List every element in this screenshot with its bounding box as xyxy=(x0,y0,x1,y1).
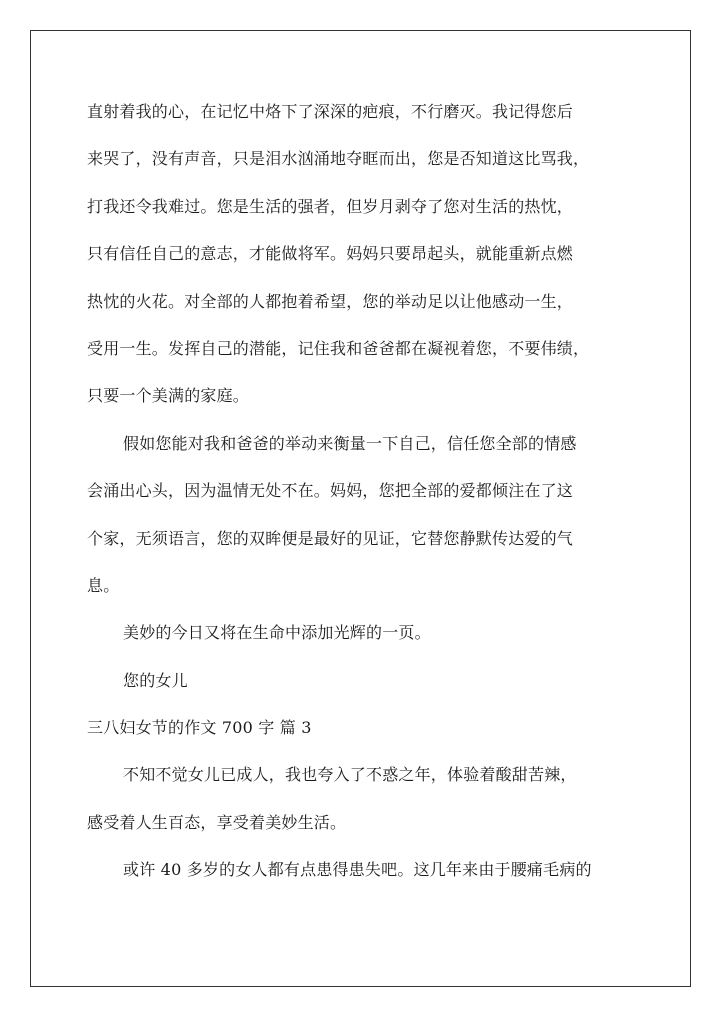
text-line: 息。 xyxy=(87,575,120,595)
paragraph-start-line: 假如您能对我和爸爸的举动来衡量一下自己，信任您全部的情感 xyxy=(123,433,577,453)
document-body xyxy=(87,92,637,898)
text-line: 来哭了，没有声音，只是泪水汹涌地夺眶而出，您是否知道这比骂我， xyxy=(87,149,590,169)
paragraph-start-line: 或许 40 多岁的女人都有点患得患失吧。这几年来由于腰痛毛病的 xyxy=(123,860,592,880)
text-line: 感受着人生百态，享受着美妙生活。 xyxy=(87,812,347,832)
text-line: 会涌出心头，因为温情无处不在。妈妈，您把全部的爱都倾注在了这 xyxy=(87,481,574,501)
text-line: 热忱的火花。对全部的人都抱着希望，您的举动足以让他感动一生， xyxy=(87,291,574,311)
text-line: 直射着我的心，在记忆中烙下了深深的疤痕，不行磨灭。我记得您后 xyxy=(87,102,574,121)
section-heading: 三八妇女节的作文 700 字 篇 3 xyxy=(87,718,312,738)
text-line: 只要一个美满的家庭。 xyxy=(87,386,250,406)
paragraph-start-line: 不知不觉女儿已成人，我也夸入了不惑之年，体验着酸甜苦辣， xyxy=(123,765,577,785)
text-line: 打我还令我难过。您是生活的强者，但岁月剥夺了您对生活的热忱， xyxy=(87,196,574,216)
text-line: 只有信任自己的意志，才能做将军。妈妈只要昂起头，就能重新点燃 xyxy=(87,244,574,264)
text-line: 个家，无须语言，您的双眸便是最好的见证，它替您静默传达爱的气 xyxy=(87,528,574,548)
signature-line: 您的女儿 xyxy=(123,670,188,690)
paragraph-start-line: 美妙的今日又将在生命中添加光辉的一页。 xyxy=(123,623,431,643)
text-line: 受用一生。发挥自己的潜能，记住我和爸爸都在凝视着您，不要伟绩， xyxy=(87,338,590,358)
